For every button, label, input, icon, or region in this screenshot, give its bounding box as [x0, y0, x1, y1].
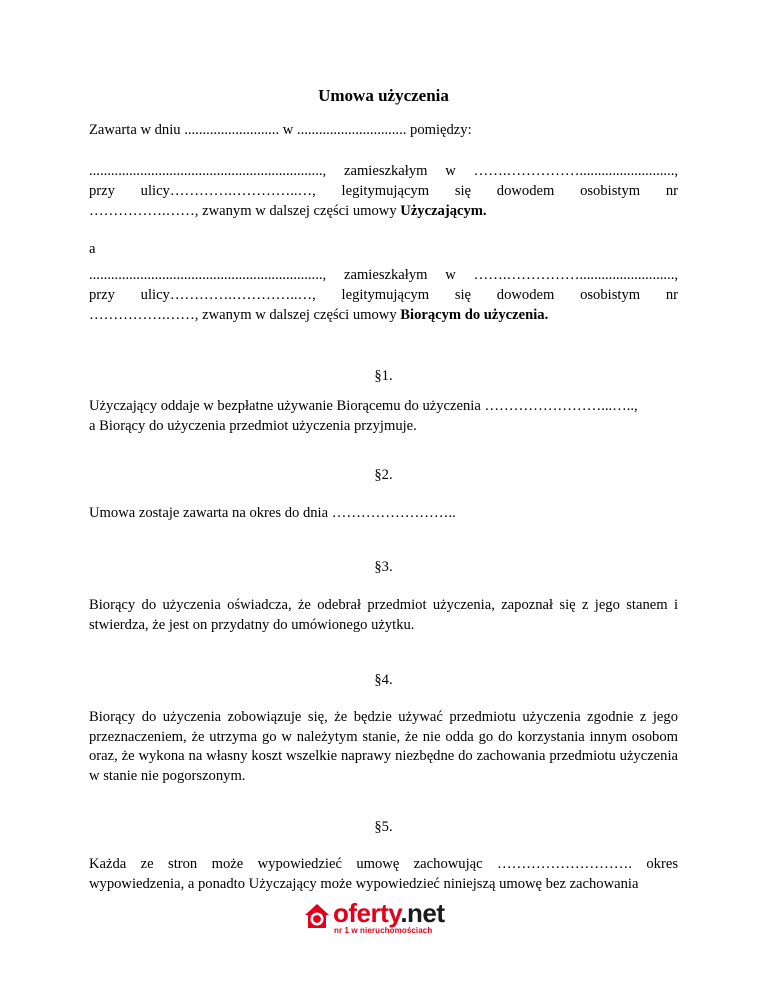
party1-line2: przy ulicy………….…………..…, legitymującym się dowodem osobistym nr	[89, 183, 678, 199]
party2-line2: przy ulicy………….…………..…, legitymującym się dowodem osobistym nr	[89, 287, 678, 303]
house-icon	[303, 902, 331, 930]
party1-role: Użyczającym.	[400, 203, 487, 219]
logo-name-part1: oferty	[333, 898, 401, 928]
party2-line1: ................................................................, zamieszkałym w …….……………..........................,	[89, 267, 678, 283]
section-mark: §3.	[374, 559, 393, 575]
section-text: Każda ze stron może wypowiedzieć umowę zachowując ………………………. okres wypowiedzenia, a ponadto Użyczający może wypowiedzieć niniejszą umowę bez zachowania	[89, 856, 678, 892]
logo-tagline: nr 1 w nieruchomościach	[334, 926, 433, 935]
section-text: Biorący do użyczenia oświadcza, że odebrał przedmiot użyczenia, zapoznał się z jego stanem i stwierdza, że jest on przydatny do umówionego użytku.	[89, 597, 678, 633]
connector-a: a	[89, 241, 96, 257]
logo-name-part2: .net	[400, 898, 445, 928]
document-title: Umowa użyczenia	[318, 86, 449, 105]
party2-line3-text: …………….……, zwanym w dalszej części umowy	[89, 307, 397, 323]
party1-line1: ................................................................, zamieszkałym w …….……………..........................,	[89, 163, 678, 179]
logo-wordmark	[333, 899, 445, 927]
section-text: Użyczający oddaje w bezpłatne używanie Biorącemu do użyczenia ……………………...….., a Biorący do użyczenia przedmiot użyczenia przyjmuje.	[89, 398, 638, 434]
section-mark: §5.	[374, 819, 393, 835]
section-mark: §2.	[374, 467, 393, 483]
party2-role: Biorącym do użyczenia.	[400, 307, 549, 323]
party2-line3	[89, 306, 678, 326]
oferty-logo	[303, 898, 463, 938]
section-mark: §1.	[374, 368, 393, 384]
party1-line3	[89, 202, 678, 222]
section-mark: §4.	[374, 672, 393, 688]
section-text: Biorący do użyczenia zobowiązuje się, że będzie używać przedmiotu użyczenia zgodnie z jego przeznaczeniem, że utrzyma go w należytym stanie, że nie odda go do korzystania innym osobom oraz, że wykona na własny koszt wszelkie naprawy niezbędne do zachowania przedmiotu użyczenia w stanie nie pogorszonym.	[89, 709, 678, 784]
intro-line: Zawarta w dniu .......................... w .............................. pomiędzy:	[89, 122, 472, 138]
section-text: Umowa zostaje zawarta na okres do dnia ……………………..	[89, 505, 456, 521]
party1-line3-text: …………….……, zwanym w dalszej części umowy	[89, 203, 397, 219]
